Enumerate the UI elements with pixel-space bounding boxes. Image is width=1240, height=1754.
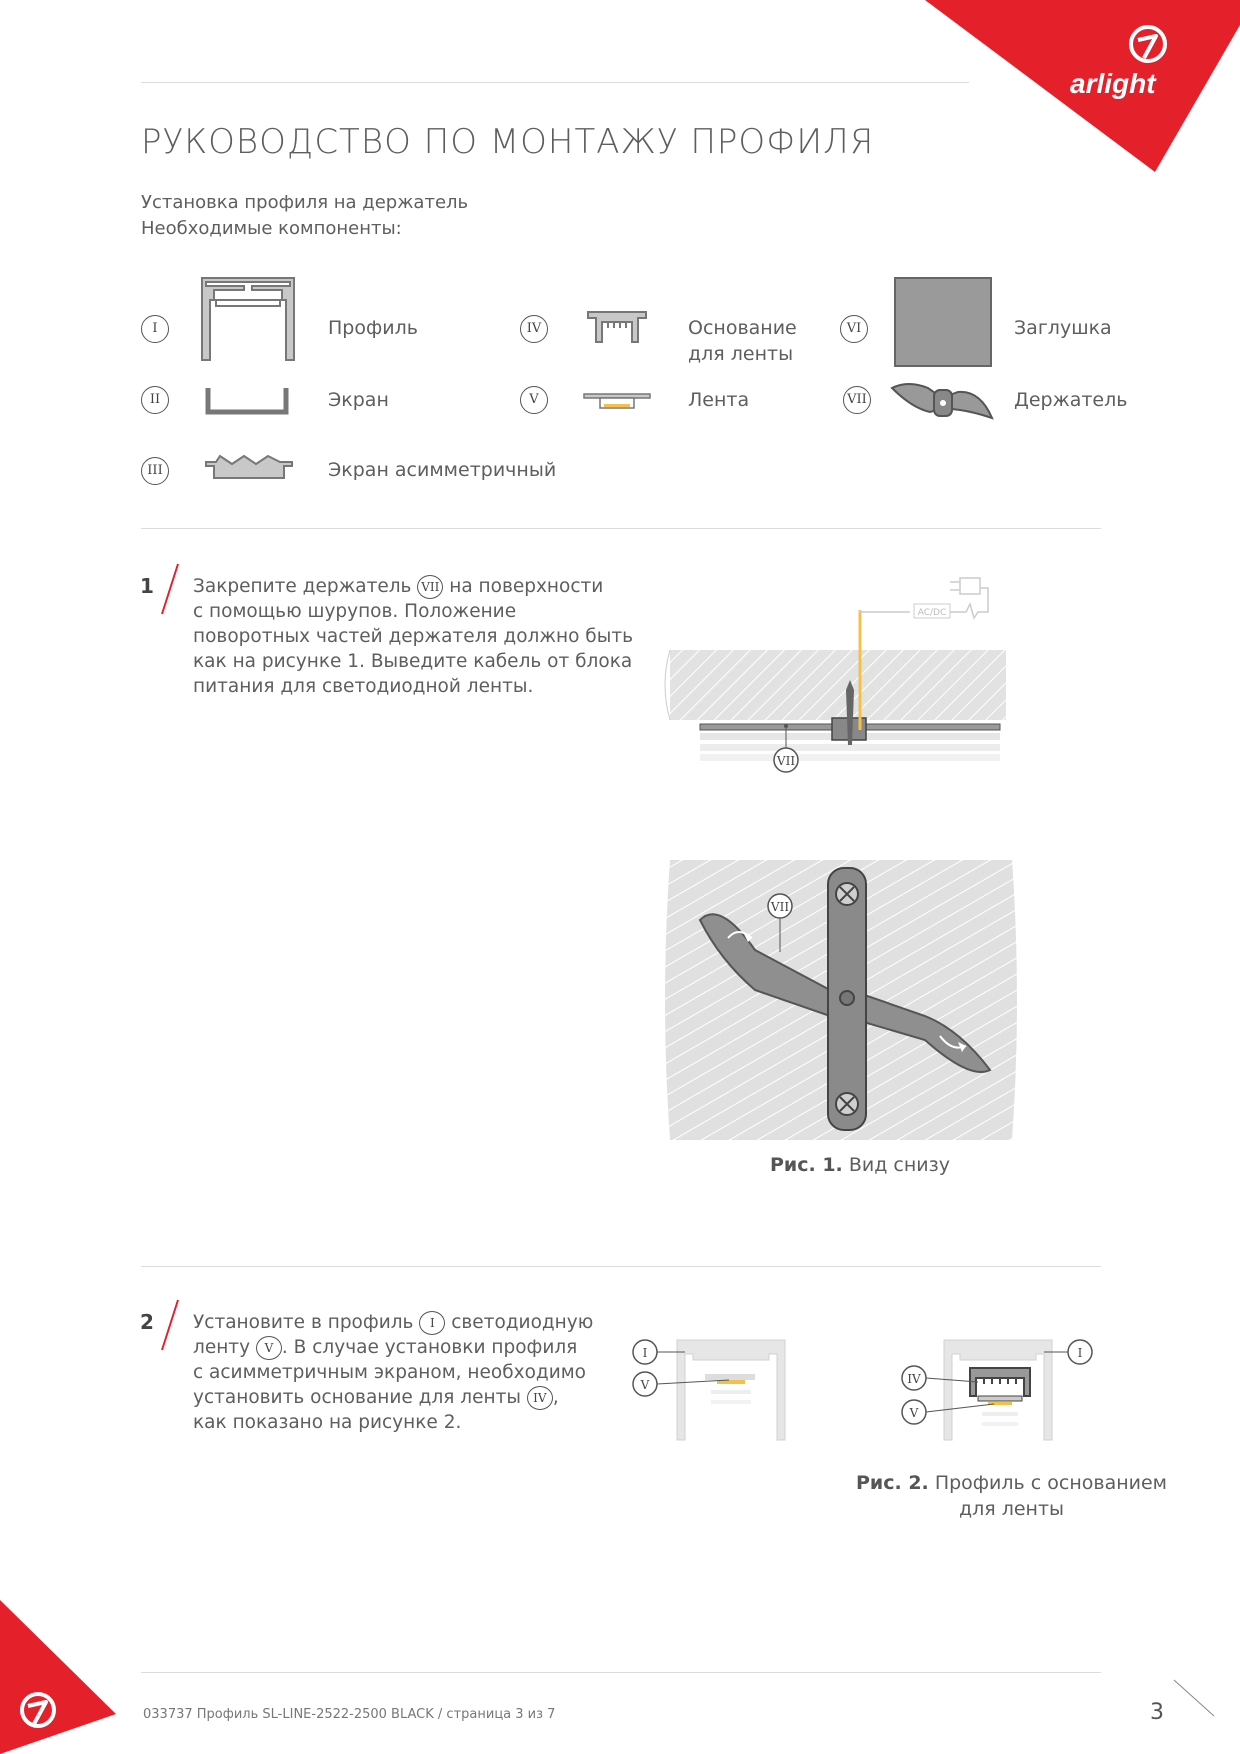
screen-icon <box>204 386 290 416</box>
top-divider <box>141 82 969 83</box>
figure-2b-ref-tape: V <box>909 1406 919 1420</box>
component-label-end-cap: Заглушка <box>1014 317 1112 339</box>
step-slash-icon <box>158 562 182 616</box>
ref-led-tape: V <box>256 1336 282 1360</box>
step-slash-icon <box>158 1298 182 1352</box>
component-id-i: I <box>141 315 169 343</box>
ref-holder: VII <box>417 575 443 599</box>
component-id-iii: III <box>141 457 169 485</box>
brand-corner-bottom <box>0 1600 120 1754</box>
footer-divider <box>141 1672 1101 1673</box>
led-tape-icon <box>582 390 652 412</box>
step-1-text: Закрепите держатель VII на поверхности с помощью шурупов. Положение поворотных частей держателя должно быть как на рисунке 1. Выведите кабель от блока питания для светодиодной ленты. <box>193 576 634 697</box>
components-divider <box>141 528 1101 529</box>
step-2-text: Установите в профиль I светодиодную ленту V . В случае установки профиля с асимметричным экраном, необходимо установить основание для ленты IV , как показано на рисунке 2. <box>193 1312 594 1433</box>
end-cap-icon <box>894 277 992 367</box>
component-label-tape-base: Основание для ленты <box>688 317 797 365</box>
figure-1-ref: VII <box>776 754 796 768</box>
brand-logo-text: arlight <box>1070 68 1156 99</box>
component-label-holder: Держатель <box>1014 389 1128 411</box>
figure-1-side-view <box>660 570 1016 800</box>
figure-2a-ref-tape: V <box>640 1378 650 1392</box>
figure-1-caption: Рис. 1. Вид снизу <box>770 1154 950 1176</box>
step-1-number: 1 <box>140 574 154 598</box>
component-id-ii: II <box>141 386 169 414</box>
component-label-asymmetric-screen: Экран асимметричный <box>328 459 557 481</box>
subtitle: Установка профиля на держатель Необходимые компоненты: <box>141 192 469 239</box>
ref-profile: I <box>419 1311 445 1335</box>
figure-1-bottom-view <box>660 840 1020 1150</box>
page-corner-line <box>1170 1676 1220 1720</box>
page-number: 3 <box>1150 1700 1164 1725</box>
component-id-vi: VI <box>840 315 868 343</box>
tape-base-icon <box>586 308 648 348</box>
figure-2b-ref-base: IV <box>907 1372 921 1386</box>
psu-label: AC/DC <box>917 608 947 618</box>
component-label-led-tape: Лента <box>688 389 750 411</box>
step-2-number: 2 <box>140 1310 154 1334</box>
footer-text: 033737 Профиль SL-LINE-2522-2500 BLACK / страница 3 из 7 <box>143 1707 556 1722</box>
figure-2-profile-with-base <box>888 1330 1098 1460</box>
ref-tape-base: IV <box>527 1386 553 1410</box>
holder-icon <box>888 378 996 424</box>
figure-2a-ref-profile: I <box>642 1346 648 1360</box>
figure-2-caption: Рис. 2. Профиль с основанием для ленты <box>856 1472 1168 1520</box>
component-id-v: V <box>520 386 548 414</box>
component-label-profile: Профиль <box>328 317 418 339</box>
page-title: РУКОВОДСТВО ПО МОНТАЖУ ПРОФИЛЯ <box>141 122 875 162</box>
component-label-screen: Экран <box>328 389 389 411</box>
profile-icon <box>198 276 298 364</box>
step-divider <box>141 1266 1101 1267</box>
figure-1-ref-bottom: VII <box>770 900 790 914</box>
component-id-vii: VII <box>843 386 871 414</box>
asymmetric-screen-icon <box>204 452 294 484</box>
component-id-iv: IV <box>520 315 548 343</box>
figure-2b-ref-profile: I <box>1077 1346 1083 1360</box>
figure-2-profile-with-tape <box>625 1330 795 1450</box>
